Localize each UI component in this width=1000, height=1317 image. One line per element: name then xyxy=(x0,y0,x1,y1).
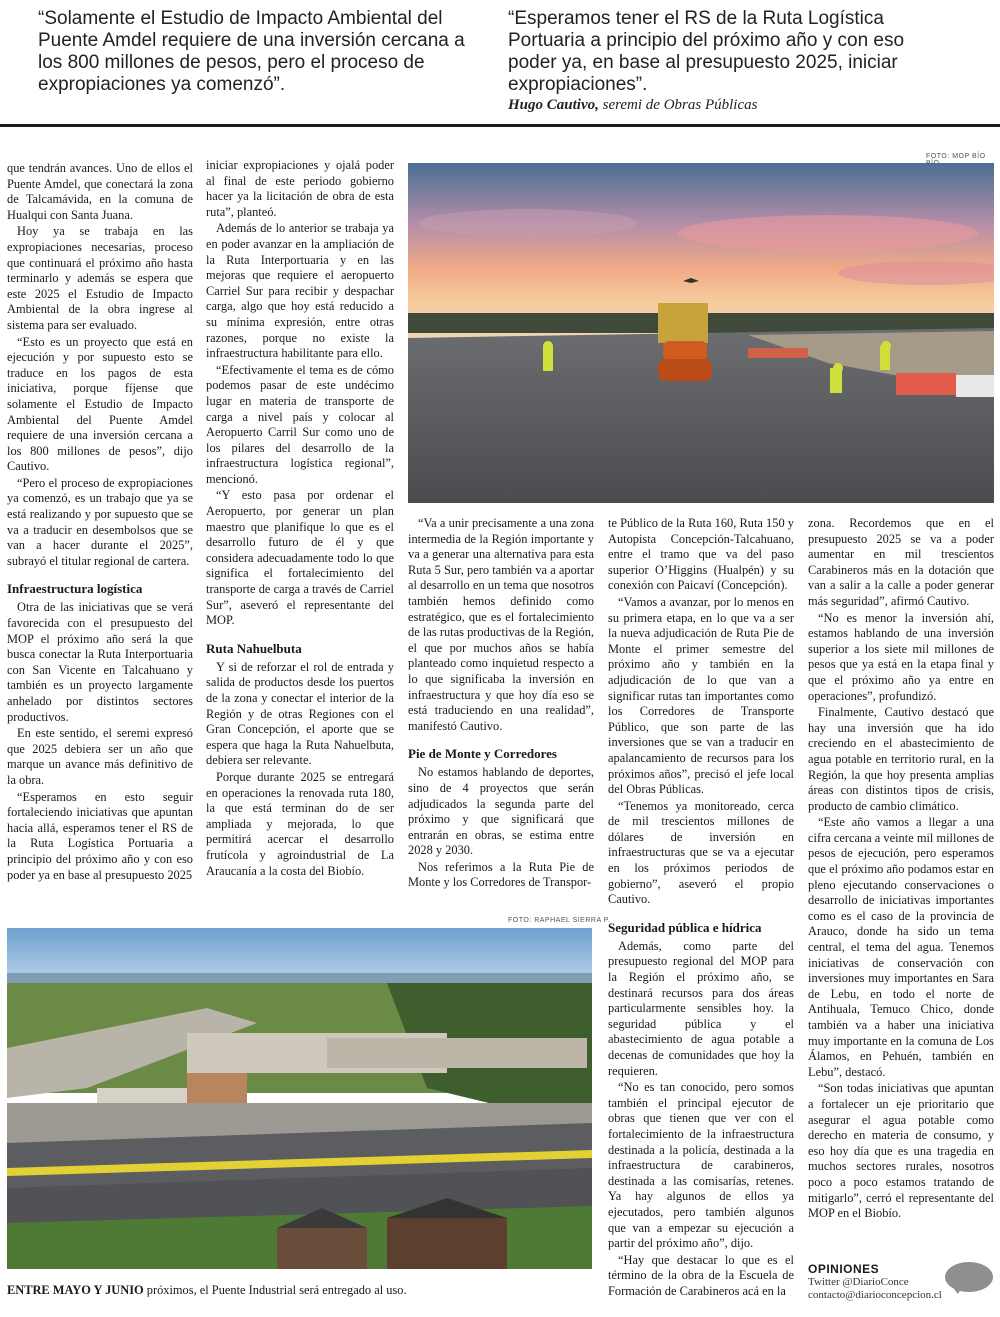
pull-quote-left-text: “Solamente el Estudio de Impacto Ambiental del Puente Amdel requiere de una inversión cercana a los 800 millones de pesos, pero el proceso de expropiaciones ya comenzó”. xyxy=(38,8,465,95)
paragraph: Y si de reforzar el rol de entrada y salida de productos desde los puertos de la zona y conectar el interior de la Región y de otras Regiones con el Gran Concepción, el aporte que se espera que haga la Ruta Nahuelbuta, debiera ser relevante. xyxy=(206,659,394,768)
article-column-5 xyxy=(808,516,994,1223)
twitter-handle[interactable]: Twitter @DiarioConce xyxy=(808,1276,909,1288)
article-column-1 xyxy=(7,161,193,884)
article-column-3 xyxy=(408,516,594,892)
photo-credit-airport: FOTO: MOP BÍO xyxy=(926,153,986,160)
paragraph: “Esto es un proyecto que está en ejecución y por supuesto esto se traduce en los pagos de esta iniciativa, porque fíjense que solamente el Estudio de Impacto Ambiental del Puente Amdel requiere de una inversión cercana a los 800 millones de pesos”, dijo Cautivo. xyxy=(7,334,193,474)
paragraph: Finalmente, Cautivo destacó que hay una inversión que ha ido creciendo en el abastecimiento de agua potable en territorio rural, en la Región, la que hoy presenta amplias áreas con distintos tipos de crisis, producto de cambio climático. xyxy=(808,705,994,813)
paragraph: En este sentido, el seremi expresó que 2025 debiera ser un año que marque un avance más definitivo de la obra. xyxy=(7,726,193,787)
photo-credit-bridge: FOTO: RAPHAEL SIERRA P. xyxy=(508,917,611,924)
paragraph: Además, como parte del presupuesto regional del MOP para la Región el próximo año, se destinará recursos para dos áreas particularmente sensibles hoy. la seguridad pública y el abastecimiento de agua potable a decenas de comunidades que hoy la requieren. xyxy=(608,938,794,1078)
paragraph: “Va a unir precisamente a una zona intermedia de la Región importante y va a generar una alternativa para esta Ruta 5 Sur, pero también va a aportar al desarrollo en un tema que nosotros también hemos definido como estratégico, que es el fortalecimiento de las rutas productivas de la Región, el que por muchos años se había planteado como inquietud respecto a lo que significaba la inversión en infraestructura y que hoy día eso se está traduciendo en una realidad”, manifestó Cautivo. xyxy=(408,516,594,733)
paragraph: iniciar expropiaciones y ojalá poder al final de este periodo gobierno hacer ya la licitación de obra de esta ruta”, planteó. xyxy=(206,158,394,219)
paragraph: Hoy ya se trabaja en las expropiaciones necesarias, proceso que continuará el próximo año hasta terminarlo y además se espera que este 2025 el Estudio de Impacto Ambiental de la obra ingrese al sistema para ser evaluado. xyxy=(7,224,193,332)
subheading-infraestructura: Infraestructura logística xyxy=(7,581,143,597)
subheading-pie-de-monte: Pie de Monte y Corredores xyxy=(408,746,557,762)
contact-email[interactable]: contacto@diarioconcepcion.cl xyxy=(808,1289,942,1301)
quote-attribution xyxy=(508,96,948,114)
paragraph: “Son todas iniciativas que apuntan a fortalecer un eje prioritario que asegurar el agua potable como derecho en materia de consumo, y eso hoy día que es una tragedia en muchos sectores rurales, nosotros poco a poco estamos tratando de mitigarlo”, cerró el representante del MOP en el Biobío. xyxy=(808,1081,994,1221)
paragraph: “Este año vamos a llegar a una cifra cercana a veinte mil millones de pesos de ejecución, pero esperamos que el próximo año podamos estar en pleno ejecutando conservaciones o desarrollo de iniciativas importantes como es el caso de la provincia de Arauco, donde ha sido un tema central, el tema del agua. Tenemos iniciativas de conservación con inversiones muy importantes en Sara de Lebu, en todo el norte de Antihuala, Temuco Chico, donde también va a haber una iniciativa muy importante en la comuna de Los Álamos, en Pehuén, también en Lebu”, destacó. xyxy=(808,815,994,1079)
quote-author: Hugo Cautivo, xyxy=(508,97,599,113)
photo-caption xyxy=(7,1283,597,1298)
pull-quote-left xyxy=(38,8,468,96)
quote-role: seremi de Obras Públicas xyxy=(598,97,758,113)
paragraph: “Pero el proceso de expropiaciones ya comenzó, es un trabajo que ya se está realizando y por supuesto que se va a traducir en desembolsos que se van a hacer durante el 2025”, subrayó el titular regional de cartera. xyxy=(7,475,193,568)
paragraph: Además de lo anterior se trabaja ya en poder avanzar en la ampliación de la Ruta Interportuaria y en las mejoras que requiere el aeropuerto Carriel Sur para recibir y despachar carga, algo que hoy está reducido a su mínima expresión, entre otras razones, porque no existe la infraestructura habilitante para ello. xyxy=(206,221,394,361)
paragraph: “Vamos a avanzar, por lo menos en su primera etapa, en lo que va a ser la nueva adjudicación de Ruta Pie de Monte el primer semestre del próximo año y también en la adjudicación de lo que van a significar rutas tan importantes como los Corredores de Transporte Público, que son parte de las inversiones que se van a traducir en apalancamiento de recursos para los próximos años”, precisó el jefe local del Obras Públicas. xyxy=(608,594,794,797)
pull-quote-right-text: “Esperamos tener el RS de la Ruta Logística Portuaria a principio del próximo año y con eso poder ya, en base al presupuesto 2025, iniciar expropiaciones”. xyxy=(508,8,905,95)
opinion-title: OPINIONES xyxy=(808,1262,880,1276)
paragraph: “Hay que destacar lo que es el término de la obra de la Escuela de Formación de Carabineros acá en la xyxy=(608,1252,794,1298)
subheading-ruta-nahuelbuta: Ruta Nahuelbuta xyxy=(206,640,302,656)
paragraph: Nos referimos a la Ruta Pie de Monte y los Corredores de Transpor- xyxy=(408,859,594,890)
caption-text: próximos, el Puente Industrial será entregado al uso. xyxy=(143,1283,407,1297)
paragraph: “Efectivamente el tema es de cómo podemos pasar de este undécimo lugar en materia de transporte de carga a nivel país y colocar al Aeropuerto Carril Sur como uno de los pilares del desarrollo de la infraestructura logística regional”, mencionó. xyxy=(206,362,394,486)
paragraph: zona. Recordemos que en el presupuesto 2025 se va a poder aumentar en mil trescientos Carabineros más en la dotación que van a salir a la calle a poder generar más seguridad”, afirmó Cautivo. xyxy=(808,516,994,608)
paragraph: No estamos hablando de deportes, sino de 4 proyectos que serán adjudicados la segunda parte del próximo y que significará que entrarán en obras, se estima entre 2028 y 2030. xyxy=(408,765,594,858)
airport-works-photo xyxy=(408,163,994,503)
paragraph: “No es tan conocido, pero somos también el principal ejecutor de obras que tienen que ver con el fortalecimiento de la infraestructura destinada a la policía, destinada a la infraestructura de carabineros, destinada a las comisarías, retenes. Ya hay algunos de ellos ya ejecutados, pero también algunos que van a empezar su ejecución a partir del próximo año”, dijo. xyxy=(608,1080,794,1251)
caption-lead: ENTRE MAYO Y JUNIO xyxy=(7,1283,144,1297)
bridge-construction-photo xyxy=(7,928,592,1269)
article-column-4 xyxy=(608,516,794,1301)
paragraph: que tendrán avances. Uno de ellos el Puente Amdel, que conectará la zona de Talcamávida, en la comuna de Hualqui con Santa Juana. xyxy=(7,161,193,222)
paragraph: “No es menor la inversión ahí, estamos hablando de una inversión superior a los siete mil millones de pesos que ya está en la etapa final y que el próximo año ya entre en operaciones”, profundizó. xyxy=(808,610,994,703)
paragraph: “Esperamos en esto seguir fortaleciendo iniciativas que apuntan hacia allá, esperamos tener el RS de la Ruta Logística Portuaria a principio del próximo año y con eso poder ya en base al presupuesto 2025 xyxy=(7,789,193,882)
article-column-2 xyxy=(206,158,394,880)
subheading-seguridad: Seguridad pública e hídrica xyxy=(608,919,762,935)
paragraph: Otra de las iniciativas que se verá favorecida con el presupuesto del MOP el próximo año será la que busca conectar la Ruta Interportuaria con San Vicente en Talcahuano y también es un proyecto largamente anhelado por distintos sectores productivos. xyxy=(7,600,193,724)
paragraph: te Público de la Ruta 160, Ruta 150 y Autopista Concepción-Talcahuano, entre el tramo que va del paso superior O’Higgins (Hualpén) y su conexión con Paicaví (Concepción). xyxy=(608,516,794,593)
header-divider xyxy=(0,124,1000,127)
paragraph: “Y esto pasa por ordenar el Aeropuerto, por generar un plan maestro que planifique lo que es el desarrollo futuro de él y que considera adecuadamente todo lo que significa el fortalecimiento del transporte de carga a través de Carriel Sur”, aseveró el representante del MOP. xyxy=(206,488,394,628)
speech-bubble-tail-icon xyxy=(950,1284,964,1294)
pull-quote-right xyxy=(508,8,948,114)
paragraph: “Tenemos ya monitoreado, cerca de mil trescientos millones de dólares de inversión en infraestructuras que se va a ejecutar en los próximos periodos de gobierno”, aseveró el propio Cautivo. xyxy=(608,798,794,907)
paragraph: Porque durante 2025 se entregará en operaciones la renovada ruta 180, la que está terminan do de ser ampliada y mejorada, lo que permitirá acercar el desarrollo frutícola y agroindustrial de La Araucanía a la costa del Biobío. xyxy=(206,769,394,878)
